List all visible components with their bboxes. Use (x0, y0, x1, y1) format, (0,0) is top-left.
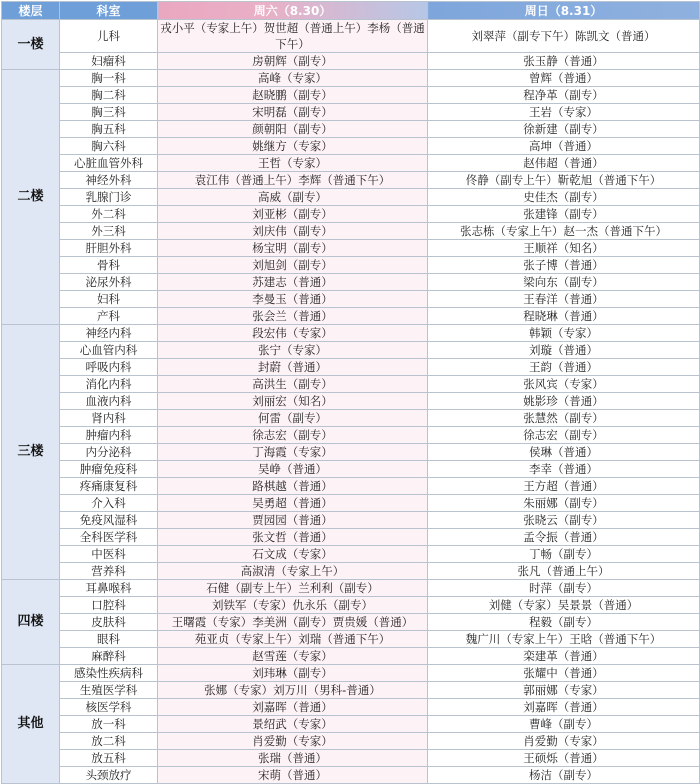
department-cell: 麻醉科 (60, 648, 158, 665)
table-row (2, 716, 700, 733)
saturday-cell: 刘亚彬（副专） (158, 206, 428, 223)
table-row (2, 359, 700, 376)
sunday-cell: 刘健（专家）吴景景（普通） (428, 597, 700, 614)
floor-cell: 二楼 (2, 70, 60, 325)
table-row (2, 53, 700, 70)
department-cell: 儿科 (60, 20, 158, 53)
saturday-cell: 王曙霞（专家）李美洲（副专）贾贵媛（普通） (158, 614, 428, 631)
saturday-cell: 吴峥（普通） (158, 461, 428, 478)
saturday-cell: 石健（副专上午）兰利利（副专） (158, 580, 428, 597)
table-row (2, 172, 700, 189)
table-row (2, 223, 700, 240)
saturday-cell: 封蔚（普通） (158, 359, 428, 376)
sunday-cell: 曾辉（普通） (428, 70, 700, 87)
table-row (2, 206, 700, 223)
sunday-cell: 张子博（普通） (428, 257, 700, 274)
department-cell: 骨科 (60, 257, 158, 274)
saturday-cell: 赵雪莲（专家） (158, 648, 428, 665)
sunday-cell: 丁畅（副专） (428, 546, 700, 563)
saturday-cell: 房朝辉（副专） (158, 53, 428, 70)
sunday-cell: 曹峰（副专） (428, 716, 700, 733)
saturday-cell: 姚继方（专家） (158, 138, 428, 155)
table-row (2, 410, 700, 427)
sunday-cell: 栾建革（普通） (428, 648, 700, 665)
department-cell: 放一科 (60, 716, 158, 733)
table-row (2, 138, 700, 155)
table-row (2, 529, 700, 546)
sunday-cell: 肖爱勤（专家） (428, 733, 700, 750)
sunday-cell: 王韵（普通） (428, 359, 700, 376)
table-row (2, 308, 700, 325)
header-floor: 楼层 (2, 2, 60, 20)
department-cell: 中医科 (60, 546, 158, 563)
saturday-cell: 高威（副专） (158, 189, 428, 206)
table-row (2, 750, 700, 767)
saturday-cell: 王哲（专家） (158, 155, 428, 172)
saturday-cell: 高淑清（专家上午） (158, 563, 428, 580)
schedule-body (2, 20, 700, 784)
table-row (2, 444, 700, 461)
department-cell: 外三科 (60, 223, 158, 240)
saturday-cell: 何雷（副专） (158, 410, 428, 427)
department-cell: 肿瘤内科 (60, 427, 158, 444)
table-row (2, 614, 700, 631)
table-row (2, 597, 700, 614)
table-row (2, 393, 700, 410)
table-row (2, 189, 700, 206)
header-sunday: 周日（8.31） (428, 2, 700, 20)
department-cell: 心血管内科 (60, 342, 158, 359)
saturday-cell: 高峰（专家） (158, 70, 428, 87)
sunday-cell: 高坤（普通） (428, 138, 700, 155)
saturday-cell: 苏建志（普通） (158, 274, 428, 291)
saturday-cell: 石文成（专家） (158, 546, 428, 563)
department-cell: 乳腺门诊 (60, 189, 158, 206)
sunday-cell: 杨洁（副专） (428, 767, 700, 784)
table-row (2, 274, 700, 291)
table-row (2, 121, 700, 138)
department-cell: 内分泌科 (60, 444, 158, 461)
department-cell: 妇科 (60, 291, 158, 308)
table-row (2, 70, 700, 87)
saturday-cell: 张宁（专家） (158, 342, 428, 359)
table-row (2, 767, 700, 784)
department-cell: 耳鼻喉科 (60, 580, 158, 597)
sunday-cell: 程晓琳（普通） (428, 308, 700, 325)
sunday-cell: 张建锋（副专） (428, 206, 700, 223)
saturday-cell: 肖爱勤（专家） (158, 733, 428, 750)
sunday-cell: 张晓云（副专） (428, 512, 700, 529)
floor-cell: 三楼 (2, 325, 60, 580)
table-row (2, 512, 700, 529)
sunday-cell: 孟令振（普通） (428, 529, 700, 546)
table-row (2, 325, 700, 342)
table-row (2, 495, 700, 512)
sunday-cell: 王春洋（普通） (428, 291, 700, 308)
department-cell: 胸一科 (60, 70, 158, 87)
sunday-cell: 程毅（副专） (428, 614, 700, 631)
sunday-cell: 刘嘉晖（普通） (428, 699, 700, 716)
table-row (2, 563, 700, 580)
sunday-cell: 王方超（普通） (428, 478, 700, 495)
sunday-cell: 王硕烁（普通） (428, 750, 700, 767)
department-cell: 胸二科 (60, 87, 158, 104)
table-row (2, 155, 700, 172)
saturday-cell: 高洪生（副专） (158, 376, 428, 393)
department-cell: 胸五科 (60, 121, 158, 138)
sunday-cell: 魏广川（专家上午）王晗（普通下午） (428, 631, 700, 648)
department-cell: 口腔科 (60, 597, 158, 614)
sunday-cell: 张风宾（专家） (428, 376, 700, 393)
saturday-cell: 路棋越（普通） (158, 478, 428, 495)
saturday-cell: 张会兰（普通） (158, 308, 428, 325)
department-cell: 免疫风湿科 (60, 512, 158, 529)
department-cell: 外二科 (60, 206, 158, 223)
department-cell: 生殖医学科 (60, 682, 158, 699)
saturday-cell: 贾园园（普通） (158, 512, 428, 529)
sunday-cell: 张耀中（普通） (428, 665, 700, 682)
sunday-cell: 徐志宏（副专） (428, 427, 700, 444)
department-cell: 妇瘤科 (60, 53, 158, 70)
floor-cell: 其他 (2, 665, 60, 784)
sunday-cell: 张志栋（专家上午）赵一杰（普通下午） (428, 223, 700, 240)
table-row (2, 699, 700, 716)
saturday-cell: 杨宝明（副专） (158, 240, 428, 257)
saturday-cell: 赵晓鹏（副专） (158, 87, 428, 104)
saturday-cell: 段宏伟（专家） (158, 325, 428, 342)
saturday-cell: 张娜（专家）刘万川（男科-普通） (158, 682, 428, 699)
table-row (2, 20, 700, 53)
department-cell: 感染性疾病科 (60, 665, 158, 682)
department-cell: 营养科 (60, 563, 158, 580)
table-row (2, 376, 700, 393)
saturday-cell: 刘铁军（专家）仇永乐（副专） (158, 597, 428, 614)
department-cell: 皮肤科 (60, 614, 158, 631)
saturday-cell: 刘丽宏（知名） (158, 393, 428, 410)
department-cell: 胸六科 (60, 138, 158, 155)
saturday-cell: 张瑞（普通） (158, 750, 428, 767)
table-row (2, 478, 700, 495)
sunday-cell: 刘璇（普通） (428, 342, 700, 359)
department-cell: 血液内科 (60, 393, 158, 410)
saturday-cell: 宋明磊（副专） (158, 104, 428, 121)
sunday-cell: 刘翠萍（副专下午）陈凯文（普通） (428, 20, 700, 53)
sunday-cell: 侯琳（普通） (428, 444, 700, 461)
table-row (2, 546, 700, 563)
saturday-cell: 徐志宏（副专） (158, 427, 428, 444)
header-department: 科室 (60, 2, 158, 20)
sunday-cell: 李幸（普通） (428, 461, 700, 478)
department-cell: 放二科 (60, 733, 158, 750)
department-cell: 介入科 (60, 495, 158, 512)
department-cell: 眼科 (60, 631, 158, 648)
floor-cell: 一楼 (2, 20, 60, 70)
table-row (2, 342, 700, 359)
sunday-cell: 王岩（专家） (428, 104, 700, 121)
saturday-cell: 刘庆伟（副专） (158, 223, 428, 240)
sunday-cell: 王顺祥（知名） (428, 240, 700, 257)
saturday-cell: 袁江伟（普通上午）李辉（普通下午） (158, 172, 428, 189)
saturday-cell: 刘嘉晖（普通） (158, 699, 428, 716)
sunday-cell: 韩颖（专家） (428, 325, 700, 342)
saturday-cell: 张文哲（普通） (158, 529, 428, 546)
department-cell: 神经外科 (60, 172, 158, 189)
sunday-cell: 张凡（普通上午） (428, 563, 700, 580)
department-cell: 头颈放疗 (60, 767, 158, 784)
department-cell: 疼痛康复科 (60, 478, 158, 495)
sunday-cell: 赵伟超（普通） (428, 155, 700, 172)
department-cell: 核医学科 (60, 699, 158, 716)
sunday-cell: 朱丽娜（副专） (428, 495, 700, 512)
department-cell: 消化内科 (60, 376, 158, 393)
table-row (2, 87, 700, 104)
saturday-cell: 丁海霞（专家） (158, 444, 428, 461)
sunday-cell: 张慧然（副专） (428, 410, 700, 427)
table-row (2, 291, 700, 308)
sunday-cell: 张玉静（普通） (428, 53, 700, 70)
sunday-cell: 时萍（副专） (428, 580, 700, 597)
department-cell: 心脏血管外科 (60, 155, 158, 172)
table-row (2, 631, 700, 648)
table-row (2, 648, 700, 665)
saturday-cell: 戎小平（专家上午）贺世超（普通上午）李杨（普通下午） (158, 20, 428, 53)
department-cell: 放五科 (60, 750, 158, 767)
department-cell: 肾内科 (60, 410, 158, 427)
table-row (2, 580, 700, 597)
table-row (2, 240, 700, 257)
header-row (2, 2, 700, 20)
department-cell: 泌尿外科 (60, 274, 158, 291)
sunday-cell: 徐新建（副专） (428, 121, 700, 138)
table-row (2, 427, 700, 444)
saturday-cell: 景绍武（专家） (158, 716, 428, 733)
department-cell: 产科 (60, 308, 158, 325)
saturday-cell: 刘旭剑（副专） (158, 257, 428, 274)
saturday-cell: 刘玮琳（副专） (158, 665, 428, 682)
floor-cell: 四楼 (2, 580, 60, 665)
department-cell: 全科医学科 (60, 529, 158, 546)
sunday-cell: 史佳杰（副专） (428, 189, 700, 206)
table-row (2, 257, 700, 274)
header-saturday: 周六（8.30） (158, 2, 428, 20)
duty-schedule-table (1, 1, 700, 784)
table-row (2, 665, 700, 682)
saturday-cell: 吴勇超（普通） (158, 495, 428, 512)
saturday-cell: 颜朝阳（副专） (158, 121, 428, 138)
sunday-cell: 程净革（副专） (428, 87, 700, 104)
table-row (2, 682, 700, 699)
saturday-cell: 宋萌（普通） (158, 767, 428, 784)
saturday-cell: 苑亚贞（专家上午）刘瑞（普通下午） (158, 631, 428, 648)
saturday-cell: 李曼玉（普通） (158, 291, 428, 308)
department-cell: 呼吸内科 (60, 359, 158, 376)
department-cell: 胸三科 (60, 104, 158, 121)
department-cell: 肝胆外科 (60, 240, 158, 257)
table-row (2, 733, 700, 750)
table-row (2, 461, 700, 478)
sunday-cell: 梁向东（副专） (428, 274, 700, 291)
sunday-cell: 郭丽娜（专家） (428, 682, 700, 699)
sunday-cell: 佟静（副专上午）靳乾旭（普通下午） (428, 172, 700, 189)
sunday-cell: 姚影珍（普通） (428, 393, 700, 410)
department-cell: 神经内科 (60, 325, 158, 342)
department-cell: 肿瘤免疫科 (60, 461, 158, 478)
table-row (2, 104, 700, 121)
